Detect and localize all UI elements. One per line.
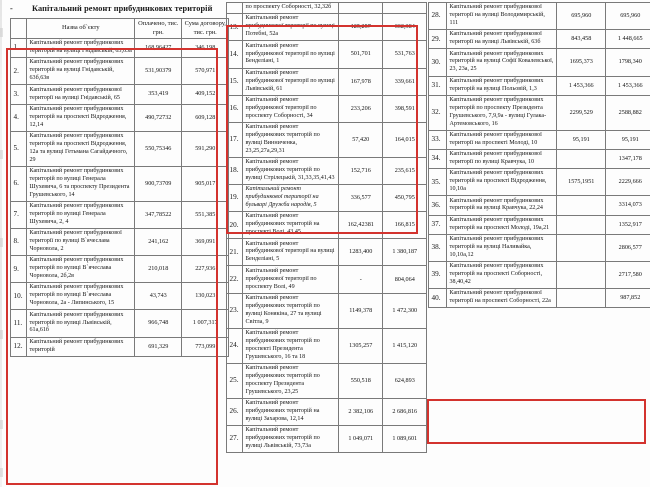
- objects-table-right: [428, 2, 650, 308]
- row-amount-paid: [557, 234, 606, 261]
- table-row: [11, 39, 229, 58]
- row-object-name: Капітальний ремонт прибудинкової території по проспекту Соборності, 34: [243, 95, 339, 122]
- row-amount-paid: 162,42381: [339, 212, 383, 239]
- table-row: [227, 3, 427, 14]
- page-column-left: [0, 0, 224, 487]
- row-amount-paid: 550,518: [339, 363, 383, 398]
- row-object-name: Капітальний ремонт прибудинкових територій на вулиці Польовій, 1,3: [447, 76, 557, 95]
- row-object-name: Капітальний ремонт прибудинкових територій на проспекті Відродження, 10,10а: [447, 169, 557, 196]
- row-amount-paid: [557, 150, 606, 169]
- row-amount-contract: 332,384: [383, 14, 427, 41]
- row-object-name: Капітальний ремонт прибудинкової території на вулиці Гнідавській, 65: [27, 85, 135, 104]
- row-amount-paid: 1695,373: [557, 49, 606, 76]
- row-amount-paid: 2 382,106: [339, 398, 383, 425]
- row-amount-paid: 1305,257: [339, 328, 383, 363]
- row-index: 1.: [11, 39, 27, 58]
- page-column-middle: [224, 0, 424, 487]
- column-header-name: Назва об`єкту: [27, 19, 135, 39]
- row-object-name: Капітальний ремонт прибудинкових територій по вулиці В`ячеслава Чорновола, 2б,2в: [27, 256, 135, 283]
- row-amount-paid: 210,018: [135, 256, 182, 283]
- table-row: [227, 212, 427, 239]
- row-amount-paid: 233,206: [339, 95, 383, 122]
- row-object-name: Капітальний ремонт прибудинкових територій на вулиці Захарова, 12,14: [243, 398, 339, 425]
- table-row: [11, 201, 229, 228]
- row-amount-paid: 167,978: [339, 68, 383, 95]
- table-row: [429, 76, 650, 95]
- row-object-name: Капітальний ремонт прибудинкових територій на вулиці Гнідавській, 63б,63в: [27, 58, 135, 85]
- row-index: 26.: [227, 398, 243, 425]
- table-row: [429, 30, 650, 49]
- row-object-name: Капітальний ремонт прибудинкових територій на проспекті Соборності, 38,40,42: [447, 261, 557, 288]
- row-object-name: Капітальний ремонт прибудинкових територій по проспекту Президента Грушевського, 23,25: [243, 363, 339, 398]
- row-object-name: Капітальний ремонт прибудинкової території на вулиці Львівській, 63б: [447, 30, 557, 49]
- row-index: 40.: [429, 289, 447, 308]
- row-object-name: Капітальний ремонт прибудинкових територій по проспекті Президента Грушевського, 16 та 18: [243, 328, 339, 363]
- row-amount-contract: 409,152: [182, 85, 229, 104]
- row-index: 12.: [11, 337, 27, 356]
- row-object-name: Капітальний ремонт прибудинкової території по вулиці Кравчука, 10: [447, 150, 557, 169]
- row-amount-paid: 2299,529: [557, 95, 606, 130]
- row-index: 29.: [429, 30, 447, 49]
- row-amount-paid: 43,743: [135, 283, 182, 310]
- objects-table-left: [10, 18, 229, 357]
- row-object-name: Капітальний ремонт прибудинкової території по вулиці Львівській, 61: [243, 68, 339, 95]
- row-index: 15.: [227, 68, 243, 95]
- row-index: 35.: [429, 169, 447, 196]
- row-amount-contract: 346,198: [182, 39, 229, 58]
- row-object-name: Капітальний ремонт прибудинкових територій по вулиці Генерала Шухевича, 6 та проспекту Президента Грушевського, 14: [27, 166, 135, 201]
- row-amount-contract: 1 472,300: [383, 293, 427, 328]
- row-index: 28.: [429, 3, 447, 30]
- row-object-name: Капітальний ремонт прибудинкових територій на вулиці Кравчука, 22,24: [447, 196, 557, 215]
- row-amount-paid: [557, 261, 606, 288]
- table-row: [227, 185, 427, 212]
- row-amount-paid: 1 049,071: [339, 425, 383, 452]
- row-index: 4.: [11, 104, 27, 131]
- row-amount-contract: 1347,178: [606, 150, 650, 169]
- row-index: 30.: [429, 49, 447, 76]
- row-amount-contract: 551,385: [182, 201, 229, 228]
- row-object-name: по проспекту Соборності, 32,32б: [243, 3, 339, 14]
- row-index: 7.: [11, 201, 27, 228]
- row-amount-paid: 531,90379: [135, 58, 182, 85]
- row-object-name: Капітальний ремонт прибудинкових територій по вулиці Винниченка, 23,25,27а,29,31: [243, 122, 339, 157]
- row-amount-contract: 398,591: [383, 95, 427, 122]
- row-index: 36.: [429, 196, 447, 215]
- row-object-name: Капітальний ремонт прибудинкових територій на вулиці Софії Ковалевської, 23, 23а, 25: [447, 49, 557, 76]
- row-object-name: Капітальний ремонт прибудинкових територій: [27, 337, 135, 356]
- row-object-name: Капітальний ремонт прибудинкових територій на проспекті Відродження, 12,14: [27, 104, 135, 131]
- table-row: [429, 289, 650, 308]
- row-amount-paid: 152,716: [339, 157, 383, 184]
- row-amount-contract: 609,128: [182, 104, 229, 131]
- row-object-name: Капітальний ремонт прибудинкових територій на вулиці Наливайка, 10,10а,12: [447, 234, 557, 261]
- row-index: 22.: [227, 266, 243, 293]
- column-header-index: [11, 19, 27, 39]
- table-header-row: [11, 19, 229, 39]
- row-amount-contract: 570,971: [182, 58, 229, 85]
- row-object-name: Капітальний ремонт прибудинкових територій по вулиці Львівській, 73,73а: [243, 425, 339, 452]
- row-amount-contract: 2806,577: [606, 234, 650, 261]
- row-amount-contract: 1 453,366: [606, 76, 650, 95]
- row-object-name: Капітальний ремонт прибудинкової території на вулиці Бенделіані, 5: [243, 239, 339, 266]
- row-index: 24.: [227, 328, 243, 363]
- table-row: [11, 337, 229, 356]
- row-index: 10.: [11, 283, 27, 310]
- column-header-contract: Сума договору, тис. грн.: [182, 19, 229, 39]
- row-amount-contract: 339,661: [383, 68, 427, 95]
- row-amount-paid: 695,960: [557, 3, 606, 30]
- row-amount-paid: 353,419: [135, 85, 182, 104]
- row-amount-paid: 550,75346: [135, 131, 182, 166]
- row-index: 17.: [227, 122, 243, 157]
- row-index: 6.: [11, 166, 27, 201]
- row-index: 39.: [429, 261, 447, 288]
- table-row: [11, 283, 229, 310]
- row-index: 21.: [227, 239, 243, 266]
- row-index: 11.: [11, 310, 27, 337]
- row-amount-paid: [557, 215, 606, 234]
- row-amount-paid: 347,78522: [135, 201, 182, 228]
- row-amount-paid: [339, 3, 383, 14]
- highlight-box-right: [427, 399, 646, 444]
- row-amount-contract: 2229,666: [606, 169, 650, 196]
- row-object-name: Капітальний ремонт прибудинкової території по вулиці В`ячеслава Чорновола, 2: [27, 229, 135, 256]
- row-amount-paid: 691,329: [135, 337, 182, 356]
- row-index: 16.: [227, 95, 243, 122]
- table-row: [227, 266, 427, 293]
- row-amount-contract: 3314,073: [606, 196, 650, 215]
- row-object-name: Капітальний ремонт прибудинкових територій на проспекті Відродження, 12а та вулиці Гетьмана Сагайдачного, 29: [27, 131, 135, 166]
- row-object-name: Капітальний ремонт прибудинкових територій по вулиці В`ячеслава Чорновола, 2а - Липинського, 15: [27, 283, 135, 310]
- row-amount-contract: 1 415,120: [383, 328, 427, 363]
- table-row: [227, 239, 427, 266]
- row-amount-paid: -: [339, 266, 383, 293]
- row-index: 38.: [429, 234, 447, 261]
- table-row: [429, 261, 650, 288]
- row-index: 33.: [429, 130, 447, 149]
- row-amount-paid: 900,73709: [135, 166, 182, 201]
- table-row: [11, 58, 229, 85]
- row-amount-paid: [557, 289, 606, 308]
- row-index: 19.: [227, 185, 243, 212]
- table-row: [227, 95, 427, 122]
- table-row: [11, 310, 229, 337]
- objects-table-middle: [226, 2, 427, 453]
- table-row: [429, 169, 650, 196]
- row-amount-paid: 168,96427: [135, 39, 182, 58]
- row-amount-contract: 166,815: [383, 212, 427, 239]
- row-index: 3.: [11, 85, 27, 104]
- table-row: [429, 49, 650, 76]
- table-row: [227, 122, 427, 157]
- table-row: [227, 157, 427, 184]
- row-amount-contract: 591,290: [182, 131, 229, 166]
- table-row: [11, 104, 229, 131]
- row-index: 9.: [11, 256, 27, 283]
- row-amount-contract: 804,064: [383, 266, 427, 293]
- row-index: 34.: [429, 150, 447, 169]
- row-amount-contract: 987,852: [606, 289, 650, 308]
- column-header-paid: Оплачено, тис. грн.: [135, 19, 182, 39]
- row-amount-contract: 235,615: [383, 157, 427, 184]
- row-amount-paid: 1575,1951: [557, 169, 606, 196]
- page-title: [2, 0, 224, 18]
- row-object-name: Капітальний ремонт прибудинкових територій на вулиці Гнідавській, 63,63а: [27, 39, 135, 58]
- table-body-middle: [227, 3, 427, 453]
- table-row: [11, 166, 229, 201]
- row-amount-contract: 695,960: [606, 3, 650, 30]
- row-amount-contract: 2588,882: [606, 95, 650, 130]
- table-row: [227, 68, 427, 95]
- row-object-name: Капітальний ремонт прибудинкових територій по вулиці Стрілецькій, 31,33,35,41,43: [243, 157, 339, 184]
- row-amount-paid: [557, 196, 606, 215]
- row-index: 14.: [227, 41, 243, 68]
- row-index: 25.: [227, 363, 243, 398]
- row-amount-contract: 1 448,665: [606, 30, 650, 49]
- table-row: [227, 425, 427, 452]
- row-index: 23.: [227, 293, 243, 328]
- table-body-right: [429, 3, 650, 308]
- row-amount-paid: 95,191: [557, 130, 606, 149]
- table-row: [429, 95, 650, 130]
- row-amount-contract: 1 089,601: [383, 425, 427, 452]
- row-amount-contract: 905,017: [182, 166, 229, 201]
- row-index: 13.: [227, 14, 243, 41]
- row-object-name: Капітальний ремонт прибудинкової території на бульварі Дружби народів, 5: [243, 185, 339, 212]
- table-row: [429, 130, 650, 149]
- row-amount-paid: 501,701: [339, 41, 383, 68]
- row-amount-contract: 450,795: [383, 185, 427, 212]
- row-object-name: Капітальний ремонт прибудинкової території по вулиці Бенделіані, 1: [243, 41, 339, 68]
- row-amount-contract: 95,191: [606, 130, 650, 149]
- row-object-name: Капітальний ремонт прибудинкової території по вулиці Потебні, 52а: [243, 14, 339, 41]
- row-index: 8.: [11, 229, 27, 256]
- row-object-name: Капітальний ремонт прибудинкових територій по проспекту Президента Грушевського, 7,9,9а - вулиці Гулака-Артемовського, 16: [447, 95, 557, 130]
- table-row: [227, 363, 427, 398]
- row-index: 31.: [429, 76, 447, 95]
- row-amount-paid: 57,420: [339, 122, 383, 157]
- row-object-name: Капітальний ремонт прибудинкових територій на проспекті Волі, 43,45: [243, 212, 339, 239]
- table-row: [227, 398, 427, 425]
- table-row: [11, 131, 229, 166]
- row-amount-paid: 843,458: [557, 30, 606, 49]
- row-object-name: Капітальний ремонт прибудинкової території на проспекті Молоді, 10: [447, 130, 557, 149]
- row-amount-contract: 1352,917: [606, 215, 650, 234]
- table-row: [11, 85, 229, 104]
- row-amount-paid: 241,162: [135, 229, 182, 256]
- row-object-name: Капітальний ремонт прибудинкової території на проспекті Соборності, 22а: [447, 289, 557, 308]
- row-index: 27.: [227, 425, 243, 452]
- table-row: [11, 229, 229, 256]
- row-amount-contract: 130,023: [182, 283, 229, 310]
- row-index: 18.: [227, 157, 243, 184]
- table-row: [227, 41, 427, 68]
- table-row: [429, 3, 650, 30]
- row-index: 2.: [11, 58, 27, 85]
- row-object-name: Капітальний ремонт прибудинкових територій на проспекті Молоді, 19а,21: [447, 215, 557, 234]
- row-amount-paid: 1149,378: [339, 293, 383, 328]
- row-amount-contract: 164,015: [383, 122, 427, 157]
- row-amount-paid: 1283,400: [339, 239, 383, 266]
- row-index: 32.: [429, 95, 447, 130]
- row-object-name: Капітальний ремонт прибудинкових територій по вулиці Львівській, 61а,61б: [27, 310, 135, 337]
- page-column-right: [424, 0, 650, 487]
- row-amount-paid: 336,577: [339, 185, 383, 212]
- bullet-dash: -: [10, 4, 13, 13]
- table-row: [429, 196, 650, 215]
- row-object-name: Капітальний ремонт прибудинкових територій по вулиці Генерала Шухевича, 2, 4: [27, 201, 135, 228]
- row-amount-paid: 1 453,366: [557, 76, 606, 95]
- row-amount-contract: 531,763: [383, 41, 427, 68]
- table-row: [227, 293, 427, 328]
- row-index: 20.: [227, 212, 243, 239]
- table-body-left: [11, 39, 229, 357]
- row-amount-contract: 773,099: [182, 337, 229, 356]
- table-row: [11, 256, 229, 283]
- row-object-name: Капітальний ремонт прибудинкової території по проспекту Волі, 49: [243, 266, 339, 293]
- row-index: [227, 3, 243, 14]
- row-amount-contract: 624,893: [383, 363, 427, 398]
- table-row: [227, 14, 427, 41]
- row-index: 5.: [11, 131, 27, 166]
- table-row: [429, 215, 650, 234]
- table-row: [429, 234, 650, 261]
- row-amount-paid: 125,257: [339, 14, 383, 41]
- row-amount-paid: 966,748: [135, 310, 182, 337]
- row-amount-contract: 2 686,816: [383, 398, 427, 425]
- row-amount-contract: 227,936: [182, 256, 229, 283]
- table-row: [429, 150, 650, 169]
- row-amount-paid: 490,72732: [135, 104, 182, 131]
- table-row: [227, 328, 427, 363]
- row-amount-contract: 1798,340: [606, 49, 650, 76]
- row-amount-contract: 2717,580: [606, 261, 650, 288]
- row-amount-contract: 369,091: [182, 229, 229, 256]
- row-amount-contract: 1 007,317: [182, 310, 229, 337]
- row-object-name: Капітальний ремонт прибудинкових територій по вулиці Конякіна, 27 та вулиці Світла, 9: [243, 293, 339, 328]
- row-index: 37.: [429, 215, 447, 234]
- row-amount-contract: 1 380,187: [383, 239, 427, 266]
- row-amount-contract: [383, 3, 427, 14]
- row-object-name: Капітальний ремонт прибудинкової території на вулиці Володимирській, 111: [447, 3, 557, 30]
- page-title-text: Капітальний ремонт прибудинкових територій: [32, 4, 213, 13]
